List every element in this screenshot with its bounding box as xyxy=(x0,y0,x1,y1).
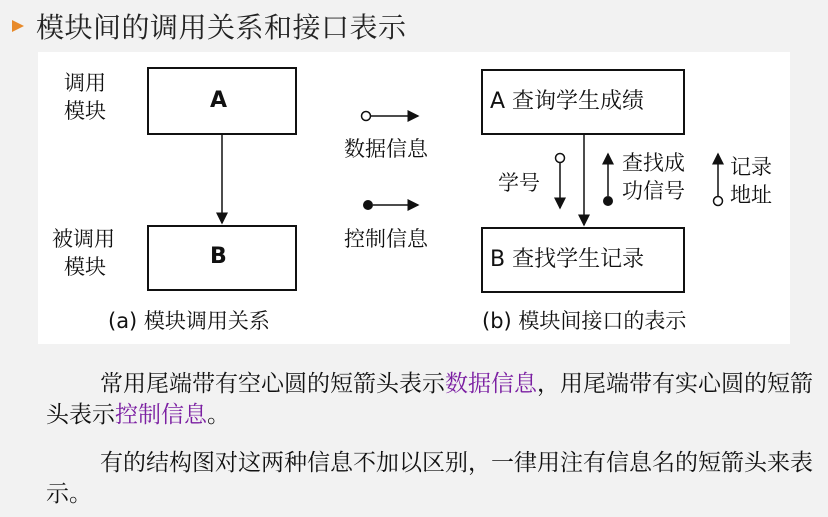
query-grade-label: A 查询学生成绩 xyxy=(490,89,645,114)
caller-label-line1: 调用 xyxy=(64,71,106,95)
paragraph-1 xyxy=(46,369,826,431)
slide-header xyxy=(6,6,407,46)
caller-label-line2: 模块 xyxy=(64,99,106,123)
student-id-circle-icon xyxy=(556,154,565,163)
success-signal-line1: 查找成 xyxy=(622,151,685,175)
record-address-line1: 记录 xyxy=(730,155,772,179)
student-id-label: 学号 xyxy=(498,171,540,195)
paragraph-2: 有的结构图对这两种信息不加以区别，一律用注有信息名的短箭头来表示。 xyxy=(46,450,813,507)
find-record-label: B 查找学生记录 xyxy=(490,247,645,272)
record-address-line2: 地址 xyxy=(730,183,772,207)
slide-title: 模块间的调用关系和接口表示 xyxy=(36,11,407,44)
control-info-highlight: 控制信息 xyxy=(115,402,207,428)
open-circle-icon xyxy=(362,112,371,121)
triangle-bullet-icon xyxy=(6,11,32,41)
diagram-panel xyxy=(38,52,790,344)
data-info-highlight: 数据信息 xyxy=(445,371,537,397)
callee-label-line1: 被调用 xyxy=(52,227,115,251)
module-b-label: B xyxy=(210,244,227,269)
callee-label-line2: 模块 xyxy=(64,255,106,279)
success-signal-line2: 功信号 xyxy=(622,179,685,203)
module-a-label: A xyxy=(210,88,228,113)
paragraph-1-part3: 。 xyxy=(207,402,230,428)
control-info-label: 控制信息 xyxy=(344,227,428,251)
success-signal-circle-icon xyxy=(603,196,613,206)
caption-a: (a) 模块调用关系 xyxy=(108,309,270,333)
data-info-label: 数据信息 xyxy=(344,137,428,161)
paragraph-1-part1: 常用尾端带有空心圆的短箭头表示 xyxy=(100,371,445,397)
filled-circle-icon xyxy=(363,200,373,210)
record-address-circle-icon xyxy=(714,197,723,206)
caption-b: (b) 模块间接口的表示 xyxy=(482,309,687,333)
paragraph-1-part2: ，用尾端带有实心圆的短箭头表示 xyxy=(46,371,813,428)
